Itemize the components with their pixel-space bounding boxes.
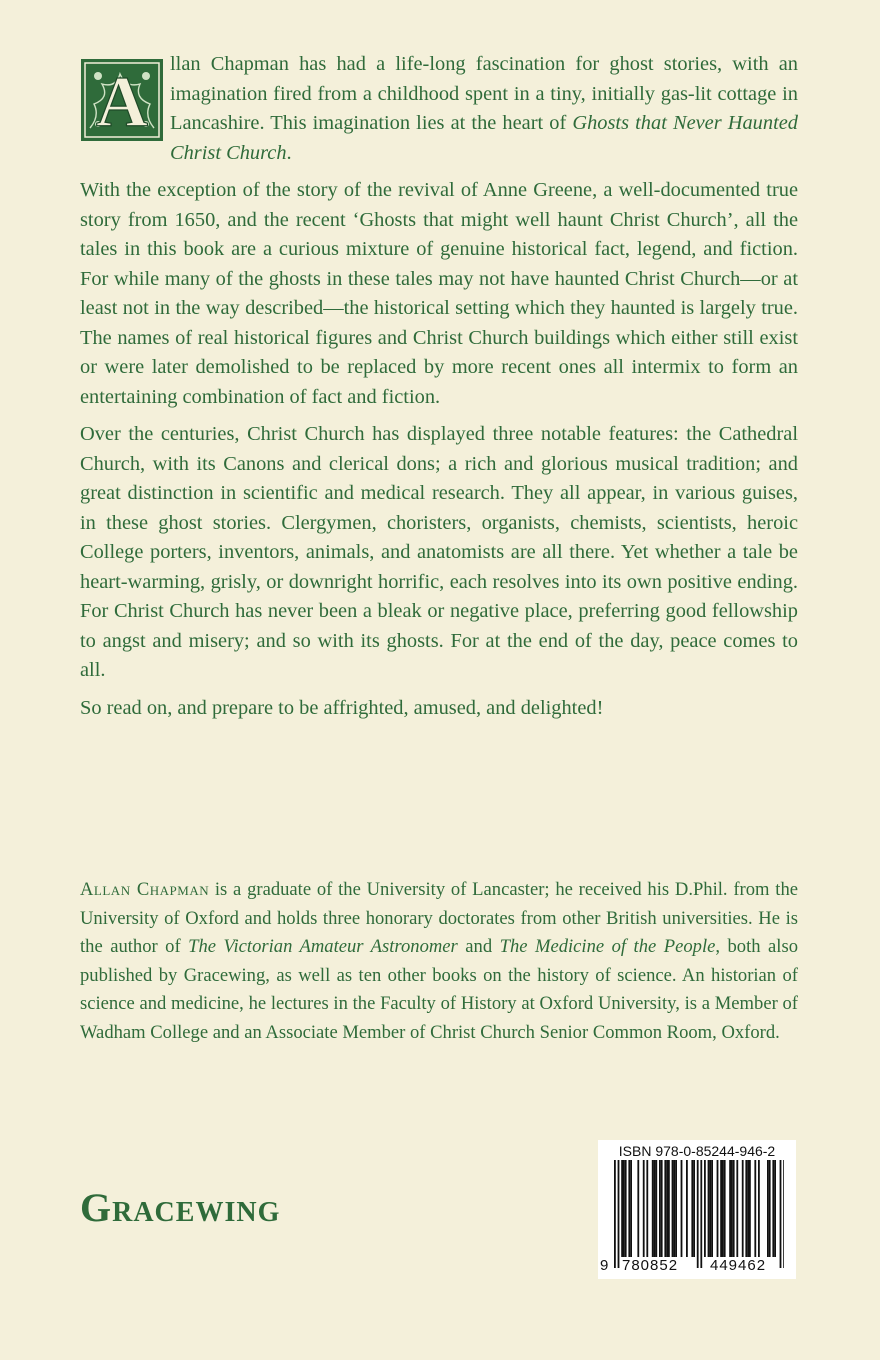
p1-end: .	[286, 141, 292, 164]
publisher-logo: Gracewing	[80, 1185, 281, 1230]
bio-book-1: The Victorian Amateur Astronomer	[188, 936, 458, 958]
barcode-bar	[780, 1160, 782, 1268]
blurb	[80, 50, 798, 731]
barcode-bar	[700, 1160, 702, 1268]
barcode-bar	[672, 1160, 674, 1257]
barcode-bar	[724, 1160, 726, 1257]
barcode-bar	[623, 1160, 625, 1257]
barcode-bar	[637, 1160, 639, 1257]
barcode-bar	[717, 1160, 719, 1257]
barcode-bar	[720, 1160, 722, 1257]
barcode-bar	[729, 1160, 731, 1257]
bio-text-2: and	[457, 936, 500, 958]
barcode-bars	[612, 1160, 784, 1272]
barcode-bar	[646, 1160, 648, 1257]
barcode-bar	[618, 1160, 620, 1268]
barcode-bar	[643, 1160, 645, 1257]
p1-text: llan Chapman has had a life-long fascination for ghost stories, with an imagination fired from a childhood spent in a tiny, initially gas-lit cottage in Lancashire. This imagination lies at the heart of	[170, 53, 798, 134]
barcode-bar	[666, 1160, 668, 1257]
dropcap-letter: A	[96, 62, 148, 142]
barcode-bar	[769, 1160, 771, 1257]
isbn-barcode	[598, 1140, 796, 1279]
barcode-bar	[754, 1160, 756, 1257]
barcode-bar	[664, 1160, 666, 1257]
barcode-bar	[708, 1160, 710, 1257]
barcode-bar	[621, 1160, 623, 1257]
barcode-bar	[654, 1160, 656, 1257]
decorative-dropcap-a-icon	[80, 58, 164, 142]
isbn-left-digits: 780852	[622, 1257, 679, 1274]
barcode-bar	[630, 1160, 632, 1257]
barcode-bar	[625, 1160, 627, 1257]
barcode-bar	[652, 1160, 654, 1257]
blurb-paragraph-4: So read on, and prepare to be affrighted, amused, and delighted!	[80, 696, 604, 719]
isbn-lead-digit: 9	[600, 1257, 609, 1274]
author-name: Allan Chapman	[80, 879, 210, 900]
barcode-bar	[693, 1160, 695, 1257]
barcode-bar	[783, 1160, 784, 1268]
blurb-paragraph-2: With the exception of the story of the revival of Anne Greene, a well-documented true story from 1650, and the recent ‘Ghosts that might well haunt Christ Church’, all the tales in this book are a curious mixture of genuine historical fact, legend, and fiction. For while many of the ghosts in these tales may not have haunted Christ Church—or at least not in the way described—the historical setting which they haunted is largely true. The names of real historical figures and Christ Church buildings which either still exist or were later demolished to be replaced by more recent ones all intermix to form an entertaining combination of fact and fiction.	[80, 179, 798, 408]
barcode-bar	[733, 1160, 735, 1257]
isbn-right-digits: 449462	[710, 1257, 767, 1274]
barcode-bar	[661, 1160, 663, 1257]
barcode-bar	[731, 1160, 733, 1257]
barcode-bar	[709, 1160, 711, 1257]
author-bio	[80, 876, 798, 1048]
barcode-bar	[681, 1160, 683, 1257]
barcode-bar	[659, 1160, 661, 1257]
barcode-bar	[614, 1160, 616, 1268]
barcode-bar	[628, 1160, 630, 1257]
barcode-bar	[668, 1160, 670, 1257]
barcode-bar	[675, 1160, 677, 1257]
barcode-bar	[704, 1160, 706, 1257]
blurb-paragraph-3: Over the centuries, Christ Church has displayed three notable features: the Cathedral Church, with its Canons and clerical dons; a rich and glorious musical tradition; and great distinction in scientific and medical research. They all appear, in various guises, in these ghost stories. Clergymen, choristers, organists, chemists, scientists, heroic College porters, inventors, animals, and anatomists are all there. Yet whether a tale be heart-warming, grisly, or downright horrific, each resolves into its own positive ending. For Christ Church has never been a bleak or negative place, preferring good fellowship to angst and misery; and so with its ghosts. For at the end of the day, peace comes to all.	[80, 423, 798, 681]
barcode-bar	[711, 1160, 713, 1257]
barcode-bar	[686, 1160, 688, 1257]
bio-text-1: is a graduate of the University of Lancaster; he received his D.Phil. from the University of Oxford and holds three honorary doctorates from other British universities. He is the author of	[80, 879, 798, 958]
barcode-bar	[747, 1160, 749, 1257]
barcode-bar	[772, 1160, 774, 1257]
bio-text-3: , both also published by Gracewing, as well as ten other books on the history of science. An historian of science and medicine, he lectures in the Faculty of History at Oxford University, is a Member of Wadham College and an Associate Member of Christ Church Senior Common Room, Oxford.	[80, 936, 798, 1043]
barcode-bar	[758, 1160, 760, 1257]
isbn-label: ISBN 978-0-85244-946-2	[618, 1143, 776, 1159]
barcode-bar	[767, 1160, 769, 1257]
barcode-bar	[673, 1160, 675, 1257]
barcode-bar	[745, 1160, 747, 1257]
barcode-bar	[742, 1160, 744, 1257]
barcode-bar	[749, 1160, 751, 1257]
barcode-bar	[774, 1160, 776, 1257]
blurb-paragraph-1	[80, 50, 798, 168]
barcode-bar	[736, 1160, 738, 1257]
barcode-bar	[697, 1160, 699, 1268]
book-title: Ghosts that Never Haunted Christ Church	[170, 112, 798, 164]
barcode-bar	[722, 1160, 724, 1257]
barcode-bar	[655, 1160, 657, 1257]
barcode-bar	[691, 1160, 693, 1257]
bio-book-2: The Medicine of the People	[499, 936, 716, 958]
